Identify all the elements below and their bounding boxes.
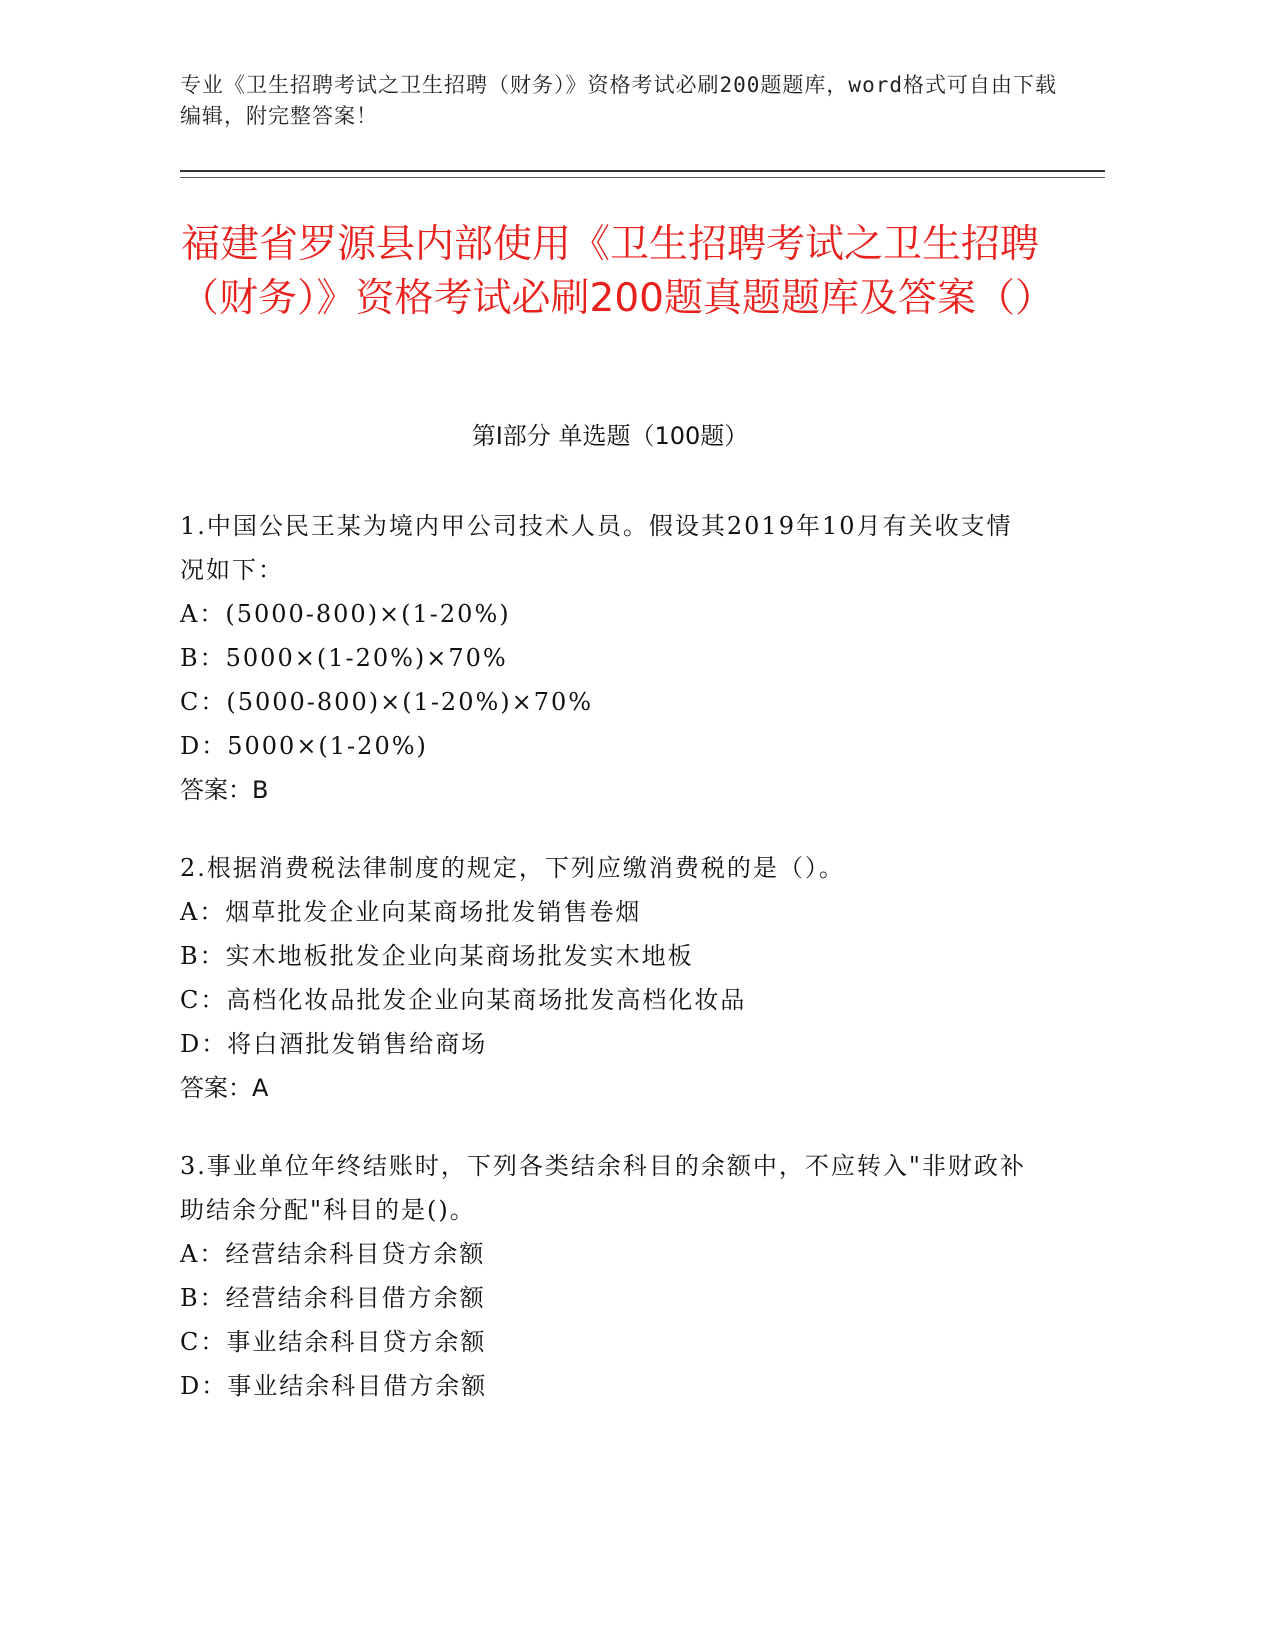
- section-title: 第I部分 单选题（100题）: [471, 422, 749, 450]
- option-c: C：(5000-800)×(1-20%)×70%: [180, 688, 594, 716]
- question-list: [180, 504, 1030, 1442]
- option-c: C：高档化妆品批发企业向某商场批发高档化妆品: [180, 986, 747, 1014]
- header-rule-thick: [180, 170, 1105, 172]
- question-1: [180, 504, 1030, 812]
- question-stem: 2.根据消费税法律制度的规定，下列应缴消费税的是（）。: [180, 854, 845, 882]
- option-d: D：将白酒批发销售给商场: [180, 1030, 488, 1058]
- question-2: [180, 846, 1030, 1110]
- question-3: [180, 1144, 1030, 1408]
- question-stem: 3.事业单位年终结账时，下列各类结余科目的余额中，不应转入"非财政补助结余分配"科目的是()。: [180, 1152, 1026, 1224]
- answer: 答案：B: [180, 776, 269, 804]
- document-title: 福建省罗源县内部使用《卫生招聘考试之卫生招聘（财务）》资格考试必刷200题真题题库及答案（）: [180, 222, 1054, 321]
- option-b: B：实木地板批发企业向某商场批发实木地板: [180, 942, 694, 970]
- answer: 答案：A: [180, 1074, 269, 1102]
- option-c: C：事业结余科目贷方余额: [180, 1328, 487, 1356]
- option-a: A：(5000-800)×(1-20%): [180, 600, 511, 628]
- option-b: B：经营结余科目借方余额: [180, 1284, 486, 1312]
- option-a: A：经营结余科目贷方余额: [180, 1240, 486, 1268]
- question-stem: 1.中国公民王某为境内甲公司技术人员。假设其2019年10月有关收支情况如下：: [180, 512, 1013, 584]
- header-rule-thin: [180, 177, 1105, 178]
- option-d: D：事业结余科目借方余额: [180, 1372, 488, 1400]
- option-d: D：5000×(1-20%): [180, 732, 428, 760]
- header-note: 专业《卫生招聘考试之卫生招聘（财务）》资格考试必刷200题题库，word格式可自由下载编辑，附完整答案！: [180, 73, 1057, 128]
- option-a: A：烟草批发企业向某商场批发销售卷烟: [180, 898, 642, 926]
- option-b: B：5000×(1-20%)×70%: [180, 644, 508, 672]
